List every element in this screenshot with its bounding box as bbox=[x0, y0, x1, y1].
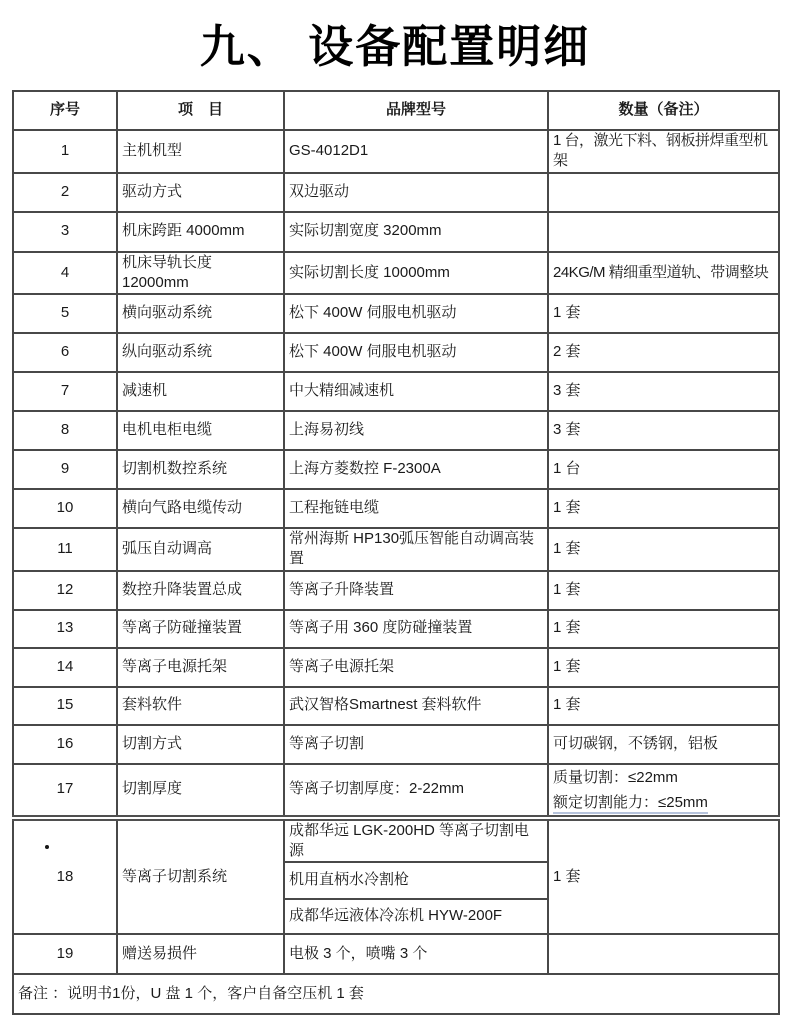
table-header-row bbox=[13, 91, 779, 130]
brand-subrow-cell: 成都华远液体冷冻机 HYW-200F bbox=[284, 899, 548, 934]
qty-line bbox=[553, 790, 774, 815]
brand-cell: 实际切割长度 10000mm bbox=[284, 252, 548, 295]
table-row bbox=[13, 212, 779, 252]
qty-cell: 1 台 bbox=[548, 450, 779, 489]
table-row bbox=[13, 294, 779, 333]
table-row bbox=[13, 450, 779, 489]
row-no-cell: 10 bbox=[13, 489, 117, 528]
table-row bbox=[13, 411, 779, 450]
item-cell: 等离子电源托架 bbox=[117, 648, 284, 687]
item-cell: 数控升降装置总成 bbox=[117, 571, 284, 610]
qty-cell bbox=[548, 173, 779, 212]
brand-cell: GS-4012D1 bbox=[284, 130, 548, 173]
item-cell: 减速机 bbox=[117, 372, 284, 411]
qty-cell bbox=[548, 934, 779, 974]
row-no-cell: 6 bbox=[13, 333, 117, 372]
table-row bbox=[13, 610, 779, 648]
item-cell: 机床导轨长度 12000mm bbox=[117, 252, 284, 295]
table-row bbox=[13, 173, 779, 212]
row-no-cell: 11 bbox=[13, 528, 117, 571]
brand-cell: 松下 400W 伺服电机驱动 bbox=[284, 333, 548, 372]
qty-cell: 1 套 bbox=[548, 528, 779, 571]
row-no-cell: 14 bbox=[13, 648, 117, 687]
qty-line: 质量切割：≤22mm bbox=[553, 768, 678, 786]
brand-cell: 等离子用 360 度防碰撞装置 bbox=[284, 610, 548, 648]
brand-cell: 等离子切割厚度：2-22mm bbox=[284, 764, 548, 818]
brand-cell: 双边驱动 bbox=[284, 173, 548, 212]
brand-subrow-cell: 机用直柄水冷割枪 bbox=[284, 862, 548, 899]
qty-cell: 1 套 bbox=[548, 489, 779, 528]
table-row bbox=[13, 934, 779, 974]
header-brand-cell: 品牌型号 bbox=[284, 91, 548, 130]
row-no-cell: 5 bbox=[13, 294, 117, 333]
item-cell: 电机电柜电缆 bbox=[117, 411, 284, 450]
table-row bbox=[13, 333, 779, 372]
row-no-cell: 1 bbox=[13, 130, 117, 173]
qty-cell: 1 套 bbox=[548, 648, 779, 687]
table-row bbox=[13, 764, 779, 818]
qty-cell: 1 套 bbox=[548, 571, 779, 610]
brand-subrow-cell: 成都华远 LGK-200HD 等离子切割电源 bbox=[284, 818, 548, 863]
equipment-table bbox=[12, 90, 780, 1015]
item-cell: 套料软件 bbox=[117, 687, 284, 725]
qty-cell: 1 套 bbox=[548, 610, 779, 648]
table-row bbox=[13, 372, 779, 411]
row-no-cell: 3 bbox=[13, 212, 117, 252]
table-row bbox=[13, 130, 779, 173]
table-body bbox=[13, 130, 779, 974]
qty-cell: 1 套 bbox=[548, 818, 779, 935]
table-row bbox=[13, 571, 779, 610]
qty-cell: 3 套 bbox=[548, 372, 779, 411]
row-no-cell: 16 bbox=[13, 725, 117, 764]
item-cell: 等离子防碰撞装置 bbox=[117, 610, 284, 648]
table-row bbox=[13, 725, 779, 764]
table-row bbox=[13, 528, 779, 571]
row-no-cell bbox=[13, 818, 117, 935]
qty-line-underlined: 额定切割能力：≤25mm bbox=[553, 794, 708, 814]
row-no-cell: 13 bbox=[13, 610, 117, 648]
qty-cell: 24KG/M 精细重型道轨、带调整块 bbox=[548, 252, 779, 295]
row-no-cell: 4 bbox=[13, 252, 117, 295]
table-row bbox=[13, 818, 779, 863]
brand-cell: 松下 400W 伺服电机驱动 bbox=[284, 294, 548, 333]
row-no-cell: 9 bbox=[13, 450, 117, 489]
item-cell: 切割机数控系统 bbox=[117, 450, 284, 489]
row-no-cell: 19 bbox=[13, 934, 117, 974]
qty-cell: 3 套 bbox=[548, 411, 779, 450]
qty-cell: 1 台，激光下料、钢板拼焊重型机架 bbox=[548, 130, 779, 173]
brand-cell: 武汉智格Smartnest 套料软件 bbox=[284, 687, 548, 725]
qty-cell: 1 套 bbox=[548, 294, 779, 333]
row-no-cell: 12 bbox=[13, 571, 117, 610]
item-cell: 横向驱动系统 bbox=[117, 294, 284, 333]
row-no-cell: 15 bbox=[13, 687, 117, 725]
table-row bbox=[13, 489, 779, 528]
item-cell: 等离子切割系统 bbox=[117, 818, 284, 935]
item-cell: 驱动方式 bbox=[117, 173, 284, 212]
qty-cell: 可切碳钢，不锈钢，铝板 bbox=[548, 725, 779, 764]
row-no-cell: 8 bbox=[13, 411, 117, 450]
row-no-cell: 2 bbox=[13, 173, 117, 212]
item-cell: 横向气路电缆传动 bbox=[117, 489, 284, 528]
header-no-cell: 序号 bbox=[13, 91, 117, 130]
row-no-text: 18 bbox=[56, 867, 74, 885]
qty-cell bbox=[548, 212, 779, 252]
row-no-cell: 7 bbox=[13, 372, 117, 411]
item-cell: 赠送易损件 bbox=[117, 934, 284, 974]
brand-cell: 等离子升降装置 bbox=[284, 571, 548, 610]
qty-cell: 2 套 bbox=[548, 333, 779, 372]
item-cell: 切割厚度 bbox=[117, 764, 284, 818]
brand-cell: 等离子切割 bbox=[284, 725, 548, 764]
table-row bbox=[13, 648, 779, 687]
item-cell: 纵向驱动系统 bbox=[117, 333, 284, 372]
brand-cell: 上海方菱数控 F-2300A bbox=[284, 450, 548, 489]
brand-cell: 电极 3 个，喷嘴 3 个 bbox=[284, 934, 548, 974]
item-cell: 主机机型 bbox=[117, 130, 284, 173]
header-qty-cell: 数量（备注） bbox=[548, 91, 779, 130]
brand-cell: 工程拖链电缆 bbox=[284, 489, 548, 528]
brand-cell: 实际切割宽度 3200mm bbox=[284, 212, 548, 252]
table-row bbox=[13, 252, 779, 295]
table-row bbox=[13, 687, 779, 725]
item-cell: 切割方式 bbox=[117, 725, 284, 764]
page-title: 九、 设备配置明细 bbox=[199, 21, 591, 72]
row-no-cell: 17 bbox=[13, 764, 117, 818]
item-cell: 机床跨距 4000mm bbox=[117, 212, 284, 252]
brand-cell: 上海易初线 bbox=[284, 411, 548, 450]
brand-cell: 等离子电源托架 bbox=[284, 648, 548, 687]
qty-cell: 1 套 bbox=[548, 687, 779, 725]
header-item-cell: 项 目 bbox=[117, 91, 284, 130]
footer-row bbox=[13, 974, 779, 1014]
item-cell: 弧压自动调高 bbox=[117, 528, 284, 571]
qty-cell bbox=[548, 764, 779, 818]
stray-dot-artifact bbox=[45, 845, 49, 849]
footer-note-cell: 备注 ：说明书1份，U 盘 1 个，客户自备空压机 1 套 bbox=[13, 974, 779, 1014]
brand-cell: 中大精细减速机 bbox=[284, 372, 548, 411]
brand-cell: 常州海斯 HP130弧压智能自动调高装置 bbox=[284, 528, 548, 571]
